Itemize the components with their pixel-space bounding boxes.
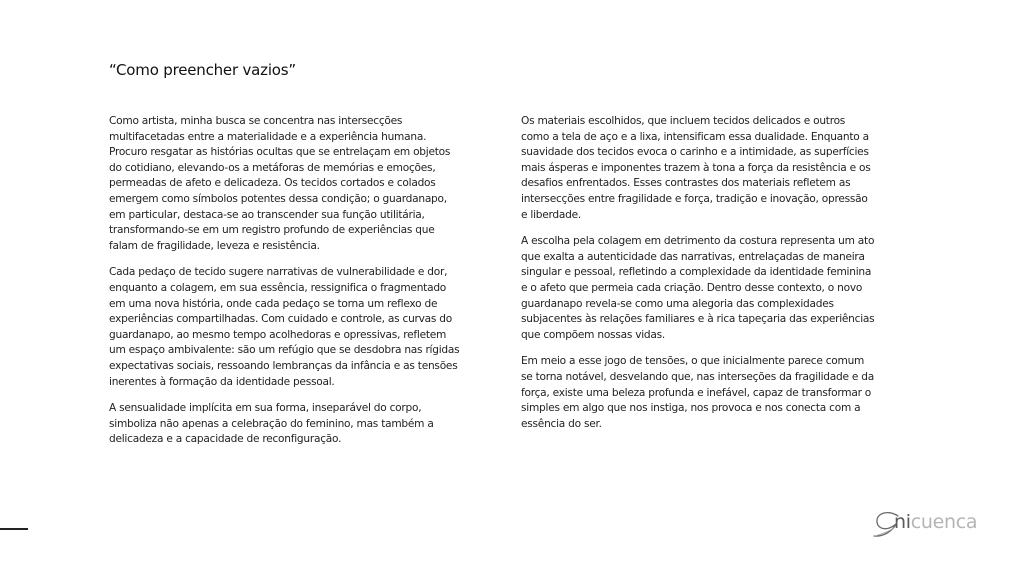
paragraph: Como artista, minha busca se concentra nas intersecções multifacetadas entre a materialidade e a experiência humana. Procuro resgatar as histórias ocultas que se entrelaçam em objetos do cotidiano, elevando-os a metáforas de memórias e emoções, permeadas de afeto e delicadeza. Os tecidos cortados e colados emergem como símbolos potentes dessa condição; o guardanapo, em particular, destaca-se ao transcender sua função utilitária, transformando-se em um registro profundo de experiências que falam de fragilidade, leveza e resistência. — [109, 115, 451, 252]
paragraph: Os materiais escolhidos, que incluem tecidos delicados e outros como a tela de aço e a lixa, intensificam essa dualidade. Enquanto a suavidade dos tecidos evoca o carinho e a intimidade, as superfícies mais ásperas e imponentes trazem à tona a força da resistência e os desafios enfrentados. Esses contrastes dos materiais refletem as intersecções entre fragilidade e força, tradição e inovação, opressão e liberdade. — [521, 115, 871, 221]
page-title: “Como preencher vazios” — [109, 61, 296, 79]
text-column-right — [521, 114, 876, 443]
paragraph: Cada pedaço de tecido sugere narrativas de vulnerabilidade e dor, enquanto a colagem, em sua essência, ressignifica o fragmentado em uma nova história, onde cada pedaço se torna um reflexo de experiências compartilhadas. Com cuidado e controle, as curvas do guardanapo, ao mesmo tempo acolhedoras e opressivas, refletem um espaço ambivalente: são um refúgio que se desdobra nas rígidas expectativas sociais, ressoando lembranças da infância e as tensões inerentes à formação da identidade pessoal. — [109, 266, 460, 388]
brand-logo — [872, 506, 1000, 540]
paragraph: Em meio a esse jogo de tensões, o que inicialmente parece comum se torna notável, desvelando que, nas interseções da fragilidade e da força, existe uma beleza profunda e inefável, capaz de transformar o simples em algo que nos instiga, nos provoca e nos conecta com a essência do ser. — [521, 355, 874, 430]
logo-text-light: cuenca — [910, 511, 978, 533]
paragraph: A escolha pela colagem em detrimento da costura representa um ato que exalta a autenticidade das narrativas, entrelaçadas de maneira singular e pessoal, refletindo a complexidade da identidade feminina e o afeto que permeia cada criação. Dentro desse contexto, o novo guardanapo revela-se como uma alegoria das complexidades subjacentes às relações familiares e à rica tapeçaria das experiências que compõem nossas vidas. — [521, 235, 875, 341]
logo-text-dark: ni — [894, 511, 911, 533]
bottom-left-divider — [0, 528, 28, 530]
logo-wordmark — [894, 511, 977, 533]
paragraph: A sensualidade implícita em sua forma, inseparável do corpo, simboliza não apenas a celebração do feminino, mas também a delicadeza e a capacidade de reconfiguração. — [109, 402, 434, 446]
text-column-left — [109, 114, 464, 459]
